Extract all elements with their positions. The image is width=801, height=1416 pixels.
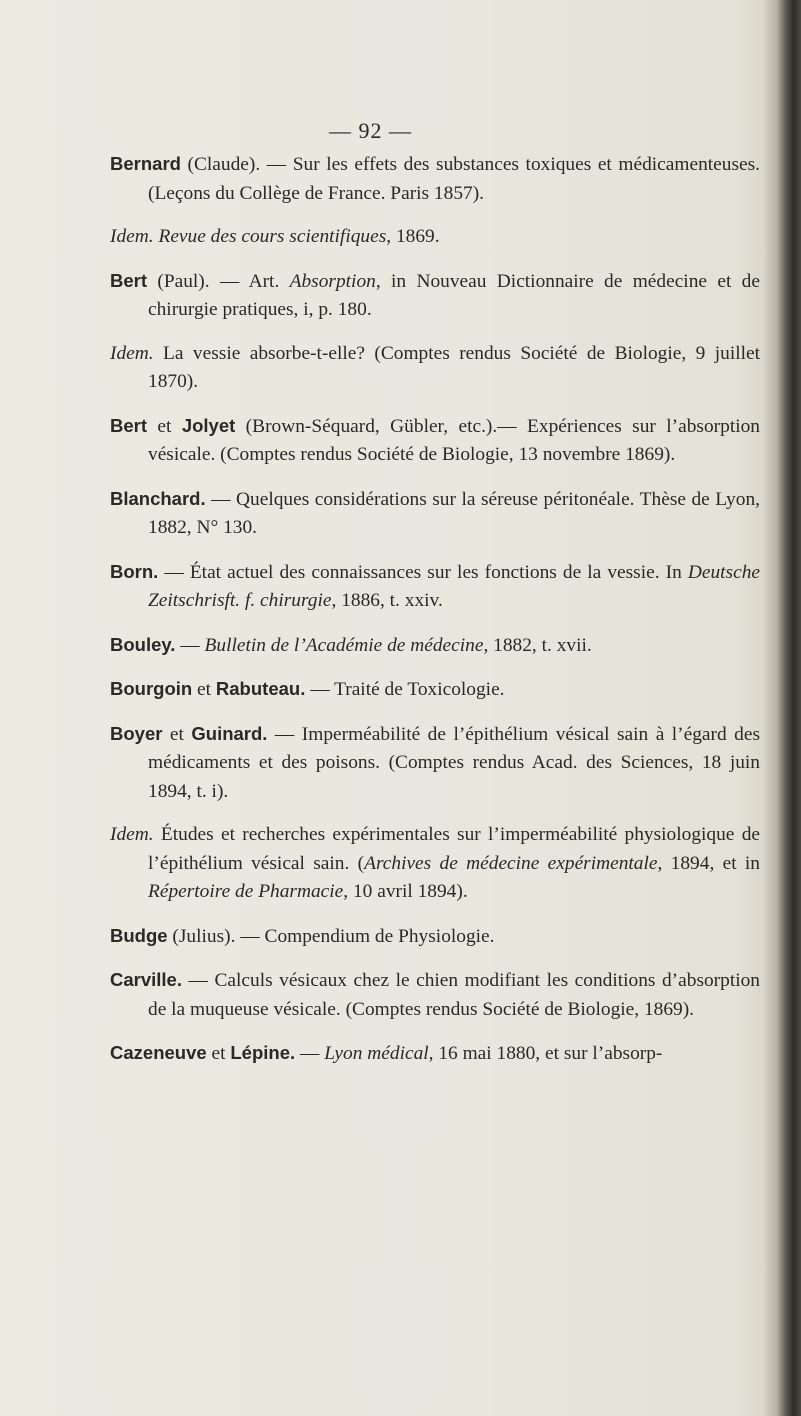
entry-author: Bert bbox=[110, 414, 148, 436]
entry-text: , 1869. bbox=[386, 226, 440, 247]
entry-idem: Idem. bbox=[110, 824, 154, 845]
bib-entry-bourgoin-rabuteau bbox=[110, 675, 760, 705]
entry-text: , 1882, t. xvii. bbox=[483, 634, 592, 656]
entry-title: Deutsche Zeitschrisft. f. chirurgie bbox=[148, 561, 760, 611]
entry-text: , in Nouveau Dictionnaire de médecine et de chirurgie pratiques, i, p. 180. bbox=[148, 270, 760, 320]
entry-text: (Julius). — Compendium de Physiologie. bbox=[167, 925, 495, 947]
book-binding-edge bbox=[763, 0, 801, 1416]
entry-text: Études et recherches expérimentales sur l’imperméabilité physiologique de l’épithélium vésical sain. ( bbox=[148, 824, 760, 874]
entry-text: (Paul). — Art. bbox=[147, 270, 290, 292]
entry-text: , 10 avril 1894). bbox=[343, 881, 468, 902]
entry-text: et bbox=[162, 723, 192, 745]
entry-text: — bbox=[295, 1043, 325, 1064]
entry-text: et bbox=[147, 415, 182, 437]
entry-author: Cazeneuve bbox=[110, 1042, 207, 1063]
entry-text: et bbox=[192, 679, 216, 700]
entry-text: et bbox=[206, 1043, 231, 1064]
entry-title: Lyon médical bbox=[324, 1043, 429, 1064]
entry-text: — État actuel des connaissances sur les fonctions de la vessie. In bbox=[158, 561, 688, 583]
entry-idem: Idem. bbox=[110, 226, 154, 247]
bib-entry-bert-idem bbox=[110, 340, 760, 397]
entry-title-2: Répertoire de Pharmacie bbox=[148, 881, 344, 902]
entry-author: Born. bbox=[110, 560, 159, 582]
entry-author: Carville. bbox=[110, 969, 182, 990]
entry-title: Revue des cours scientifiques bbox=[153, 226, 387, 247]
entry-text: (Claude). — Sur les effets des substances toxiques et médicamenteuses. (Leçons du Collège de France. Paris 1857). bbox=[148, 154, 760, 204]
bibliography-list bbox=[110, 150, 760, 1084]
bib-entry-blanchard bbox=[110, 485, 760, 543]
entry-title: Archives de médecine expérimentale bbox=[364, 852, 658, 874]
entry-text: , 1886, t. xxiv. bbox=[331, 590, 443, 611]
bib-entry-bert-jolyet bbox=[110, 412, 760, 470]
entry-text: , 1894, et in bbox=[657, 852, 760, 874]
entry-text: — Traité de Toxicologie. bbox=[305, 679, 505, 700]
entry-text: — Quelques considérations sur la séreuse péritonéale. Thèse de Lyon, 1882, N° 130. bbox=[148, 488, 760, 538]
entry-author-2: Rabuteau. bbox=[215, 678, 306, 699]
bib-entry-boyer-guinard bbox=[110, 720, 760, 807]
entry-author-2: Lépine. bbox=[230, 1042, 296, 1063]
entry-author: Bouley. bbox=[110, 633, 176, 655]
entry-text: La vessie absorbe-t-elle? (Comptes rendus Société de Biologie, 9 juillet 1870). bbox=[148, 342, 760, 392]
bib-entry-carville bbox=[110, 966, 760, 1024]
entry-text: — bbox=[175, 634, 205, 656]
entry-title: Absorption bbox=[289, 270, 376, 292]
bib-entry-bernard bbox=[110, 150, 760, 208]
entry-title: Bulletin de l’Académie de médecine bbox=[204, 634, 484, 656]
bib-entry-bernard-idem bbox=[110, 223, 760, 252]
entry-author: Bernard bbox=[110, 153, 181, 174]
entry-text: — Imperméabilité de l’épithélium vésical sain à l’égard des médicaments et des poisons. (Comptes rendus Acad. des Sciences, 18 juin 1894, t. i). bbox=[148, 723, 760, 802]
bib-entry-boyer-idem bbox=[110, 821, 760, 907]
entry-text: , 16 mai 1880, et sur l’absorp- bbox=[428, 1043, 663, 1064]
entry-author-2: Guinard. bbox=[191, 722, 268, 744]
entry-author: Bert bbox=[110, 269, 148, 291]
page-number: — 92 — bbox=[329, 118, 412, 143]
entry-text: (Brown-Séquard, Gübler, etc.).— Expériences sur l’absorption vésicale. (Comptes rendus Société de Biologie, 13 novembre 1869). bbox=[148, 415, 760, 465]
bib-entry-budge bbox=[110, 922, 760, 952]
entry-text: — Calculs vésicaux chez le chien modifiant les conditions d’absorption de la muqueuse vésicale. (Comptes rendus Société de Biologie, 1869). bbox=[148, 970, 760, 1020]
bib-entry-born bbox=[110, 558, 760, 616]
entry-author: Bourgoin bbox=[110, 678, 193, 699]
bib-entry-bert bbox=[110, 267, 760, 325]
entry-author-2: Jolyet bbox=[181, 414, 236, 436]
bib-entry-bouley bbox=[110, 631, 760, 661]
entry-author: Blanchard. bbox=[110, 487, 206, 509]
entry-author: Boyer bbox=[110, 722, 163, 744]
bib-entry-cazeneuve-lepine bbox=[110, 1039, 760, 1069]
entry-idem: Idem. bbox=[110, 342, 154, 364]
entry-author: Budge bbox=[110, 924, 168, 946]
